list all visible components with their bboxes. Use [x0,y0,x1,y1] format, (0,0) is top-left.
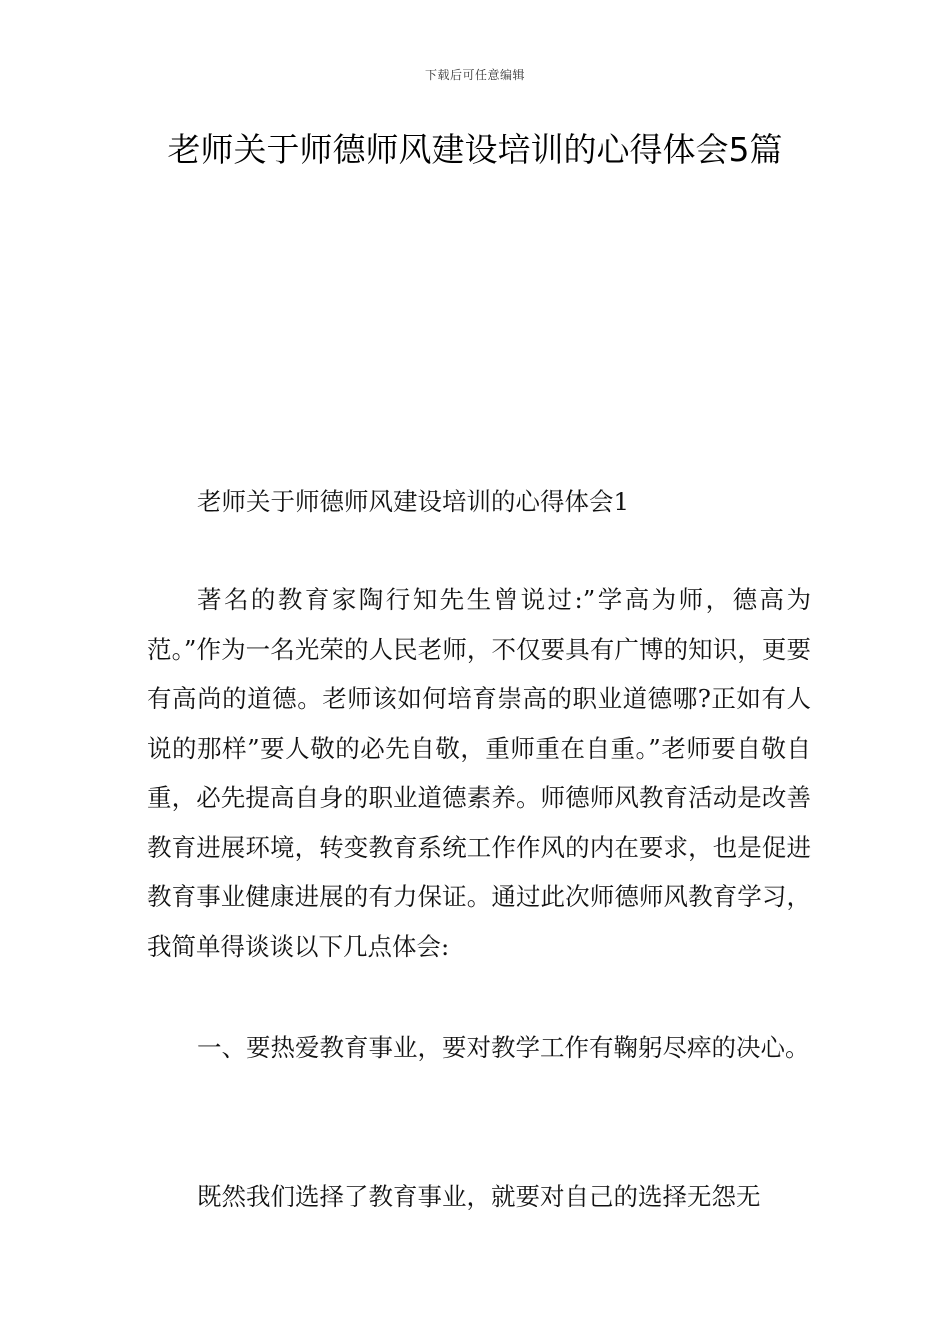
body-paragraph-1: 著名的教育家陶行知先生曾说过:”学高为师，德高为范。”作为一名光荣的人民老师，不仅要具有广博的知识，更要有高尚的道德。老师该如何培育崇高的职业道德哪?正如有人说的那样”要人敬的必先自敬，重师重在自重。”老师要自敬自重，必先提高自身的职业道德素养。师德师风教育活动是改善教育进展环境，转变教育系统工作作风的内在要求，也是促进教育事业健康进展的有力保证。通过此次师德师风教育学习，我简单得谈谈以下几点体会: [147,585,811,961]
section-heading: 老师关于师德师风建设培训的心得体会1 [197,487,630,516]
header-note: 下载后可任意编辑 [424,68,525,82]
document-title: 老师关于师德师风建设培训的心得体会5篇 [167,130,783,169]
point-heading-1: 一、要热爱教育事业，要对教学工作有鞠躬尽瘁的决心。 [197,1033,810,1062]
body-paragraph-2: 既然我们选择了教育事业，就要对自己的选择无怨无 [197,1182,761,1211]
